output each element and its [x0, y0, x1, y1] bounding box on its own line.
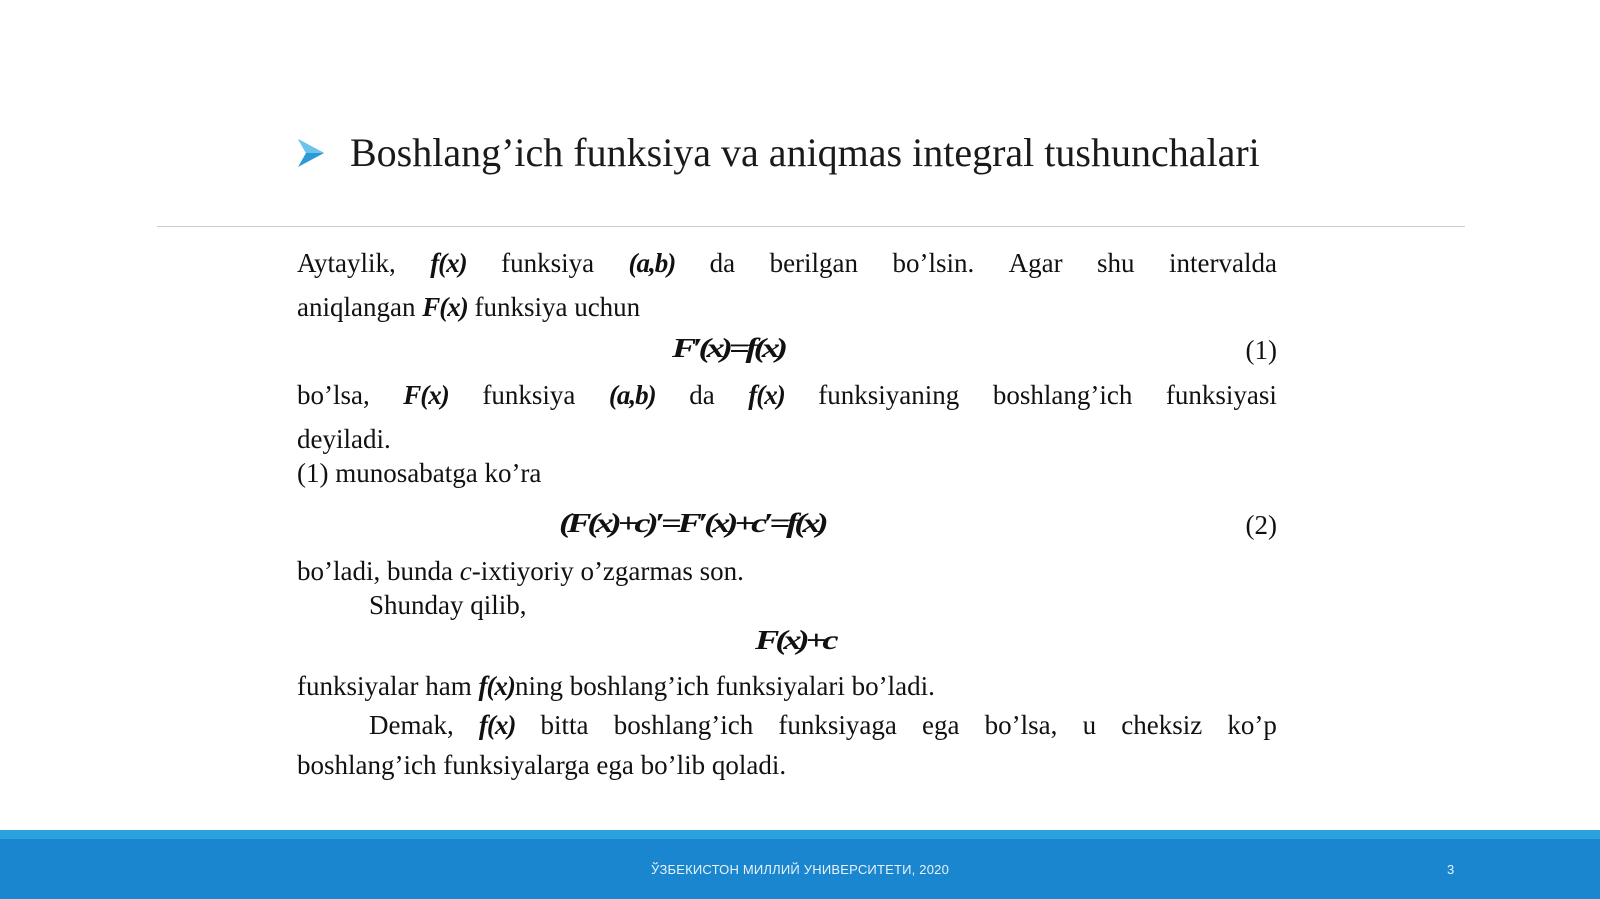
- paragraph-7-line-1: [369, 710, 1277, 741]
- word: ning boshlang’ich funksiyalari bo’ladi.: [514, 671, 935, 701]
- paragraph-2-line-1: [297, 380, 1277, 411]
- word: Aytaylik,: [297, 248, 396, 278]
- equation-3: F(x)+c: [755, 625, 835, 655]
- word: boshlang’ich: [992, 380, 1133, 410]
- word: bo’lsin.: [892, 248, 975, 278]
- word: funksiyaning: [818, 380, 960, 410]
- word: boshlang’ich: [613, 710, 754, 740]
- math-f-x: f(x): [748, 380, 785, 410]
- arrow-bullet-icon: [296, 135, 326, 171]
- paragraph-1-line-1: [297, 248, 1277, 279]
- word: aniqlangan: [297, 292, 416, 322]
- equation-2: (F(x)+c)′=F′(x)+c′=f(x): [559, 508, 825, 538]
- math-f-x: f(x): [478, 710, 516, 740]
- word: bo’lsa,: [297, 380, 370, 410]
- paragraph-1-line-2: [297, 292, 1277, 323]
- paragraph-4: [297, 556, 1277, 587]
- word: -ixtiyoriy o’zgarmas son.: [471, 556, 744, 586]
- math-F-x: F(x): [422, 292, 468, 322]
- slide-title: [296, 125, 1396, 181]
- word: Agar: [1008, 248, 1063, 278]
- word: da: [689, 380, 715, 410]
- word: funksiya: [501, 248, 595, 278]
- word: funksiya: [482, 380, 576, 410]
- word: bo’lsa,: [984, 710, 1058, 740]
- math-F-x: F(x): [403, 380, 449, 410]
- word: intervalda: [1168, 248, 1277, 278]
- paragraph-6: [297, 671, 1277, 702]
- word: funksiyalar ham: [297, 671, 472, 701]
- word: bitta: [540, 710, 589, 740]
- word: bo’ladi, bunda: [297, 556, 453, 586]
- paragraph-2-line-2: deyiladi.: [297, 424, 391, 454]
- word: Demak,: [369, 710, 454, 740]
- word: ega: [922, 710, 960, 740]
- footer-bar: [0, 839, 1600, 899]
- equation-1: F′(x)=f(x): [672, 333, 784, 363]
- word: funksiya uchun: [474, 292, 641, 322]
- title-text: Boshlang’ich funksiya va aniqmas integral tushunchalari: [350, 130, 1260, 175]
- word: funksiyaga: [778, 710, 897, 740]
- word: cheksiz: [1121, 710, 1203, 740]
- math-interval: (a,b): [628, 248, 676, 278]
- word: ko’p: [1227, 710, 1277, 740]
- math-f-x: f(x): [478, 671, 515, 701]
- word: u: [1082, 710, 1097, 740]
- word: berilgan: [769, 248, 859, 278]
- title-divider: [157, 226, 1465, 227]
- equation-2-number: (2): [1245, 510, 1277, 540]
- math-c: c: [459, 556, 472, 586]
- word: da: [709, 248, 736, 278]
- word: funksiyasi: [1165, 380, 1277, 410]
- math-interval: (a,b): [608, 380, 656, 410]
- paragraph-3: (1) munosabatga ko’ra: [297, 458, 542, 488]
- paragraph-5: Shunday qilib,: [369, 590, 527, 620]
- footer-stripe: [0, 830, 1600, 839]
- math-f-x: f(x): [430, 248, 467, 278]
- page-number: 3: [1447, 862, 1455, 877]
- equation-1-number: (1): [1245, 335, 1277, 365]
- word: shu: [1097, 248, 1135, 278]
- paragraph-7-line-2: boshlang’ich funksiyalarga ega bo’lib qoladi.: [297, 750, 787, 780]
- footer-text: ЎЗБЕКИСТОН МИЛЛИЙ УНИВЕРСИТЕТИ, 2020: [650, 862, 950, 877]
